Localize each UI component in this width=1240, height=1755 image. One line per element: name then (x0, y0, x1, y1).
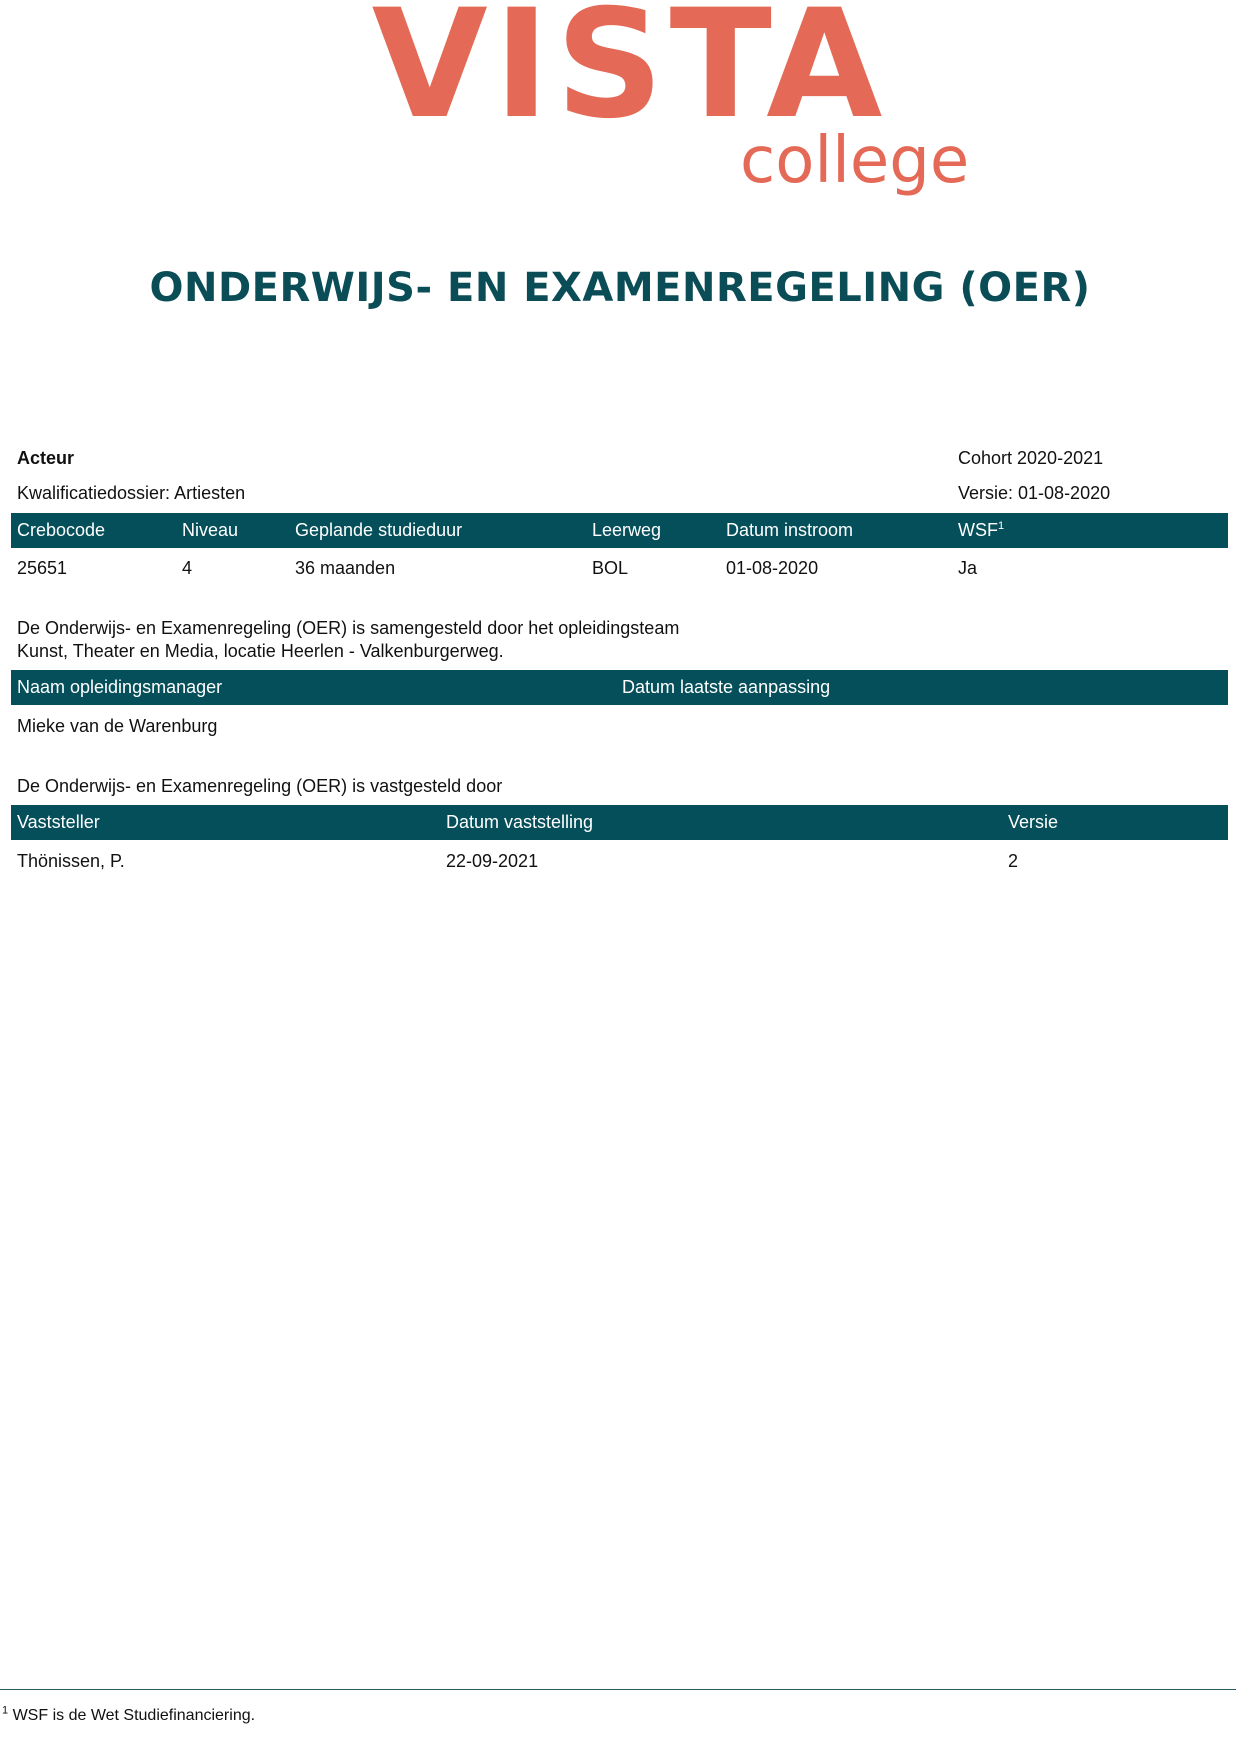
actor-label: Acteur (17, 448, 75, 468)
logo-subtitle: college (740, 124, 970, 198)
col-versie: Versie (1008, 812, 1059, 832)
col-leerweg: Leerweg (592, 520, 662, 540)
cell-datum-instroom: 01-08-2020 (726, 558, 819, 578)
wsf-footnote-ref[interactable]: 1 (998, 520, 1005, 532)
footnote-text: WSF is de Wet Studiefinanciering. (12, 1707, 256, 1724)
composed-by-line-1: De Onderwijs- en Examenregeling (OER) is samengesteld door het opleidingsteam (17, 618, 680, 638)
logo-wordmark: VISTA (371, 0, 889, 152)
course-table-header (11, 513, 1228, 548)
version-label: Versie: 01-08-2020 (958, 483, 1111, 503)
footnote-divider (0, 1689, 1236, 1690)
manager-table-header (11, 670, 1228, 705)
cell-wsf: Ja (958, 558, 978, 578)
col-niveau: Niveau (182, 520, 239, 540)
col-vaststeller: Vaststeller (17, 812, 100, 832)
established-by-text: De Onderwijs- en Examenregeling (OER) is vastgesteld door (17, 776, 503, 796)
cell-versie: 2 (1008, 851, 1019, 871)
col-laatste-aanpassing: Datum laatste aanpassing (622, 677, 831, 697)
cell-opleidingsmanager: Mieke van de Warenburg (17, 716, 218, 736)
cell-studieduur: 36 maanden (295, 558, 396, 578)
approval-table-header (11, 805, 1228, 840)
cell-crebocode: 25651 (17, 558, 68, 578)
col-crebocode: Crebocode (17, 520, 106, 540)
col-opleidingsmanager: Naam opleidingsmanager (17, 677, 223, 697)
col-wsf (958, 519, 1004, 541)
composed-by-line-2: Kunst, Theater en Media, locatie Heerlen - Valkenburgerweg. (17, 641, 504, 661)
cell-leerweg: BOL (592, 558, 629, 578)
footnote (2, 1704, 256, 1725)
vista-college-logo (360, 0, 970, 210)
col-studieduur: Geplande studieduur (295, 520, 463, 540)
qualification-dossier: Kwalificatiedossier: Artiesten (17, 483, 246, 503)
cell-vaststeller: Thönissen, P. (17, 851, 125, 871)
cell-niveau: 4 (182, 558, 193, 578)
col-wsf-label: WSF (958, 520, 998, 540)
document-title: ONDERWIJS- EN EXAMENREGELING (OER) (149, 265, 1091, 311)
col-datum-instroom: Datum instroom (726, 520, 854, 540)
cohort-label: Cohort 2020-2021 (958, 448, 1104, 468)
footnote-mark: 1 (2, 1704, 9, 1717)
col-datum-vaststelling: Datum vaststelling (446, 812, 594, 832)
cell-datum-vaststelling: 22-09-2021 (446, 851, 539, 871)
